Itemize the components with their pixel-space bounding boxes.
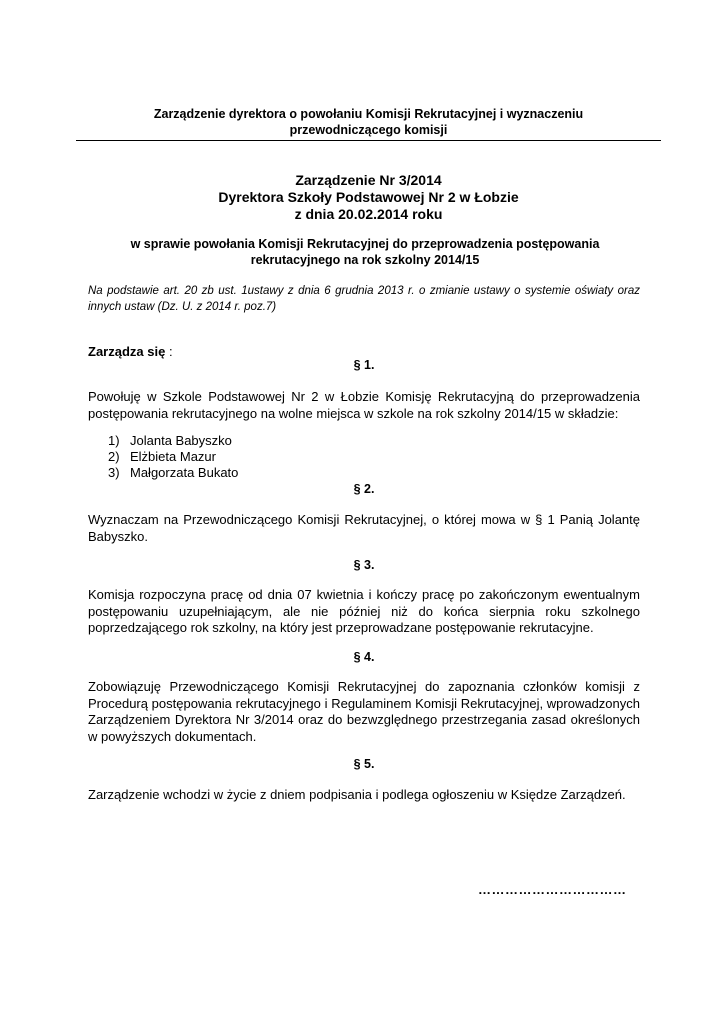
section-4-sign: § 4. — [353, 650, 375, 664]
header-line-1: Zarządzenie dyrektora o powołaniu Komisji Rekrutacyjnej i wyznaczeniu — [153, 107, 584, 121]
header-line-2: przewodniczącego komisji — [289, 122, 448, 137]
decree-suffix: : — [165, 344, 173, 359]
section-2-text: Wyznaczam na Przewodniczącego Komisji Rekrutacyjnej, o której mowa w § 1 Panią Jolantę Babyszko. — [88, 512, 640, 544]
section-3-text: Komisja rozpoczyna pracę od dnia 07 kwietnia i kończy pracę po zakończonym ewentualnym postępowaniu uzupełniającym, ale nie później niż do końca sierpnia roku szkolnego poprzedzającego rok szkolny, na który jest przeprowadzane postępowanie rekrutacyjne. — [88, 587, 640, 635]
list-item-number: 1) — [108, 433, 120, 448]
section-2-sign: § 2. — [353, 482, 375, 496]
header-divider — [76, 140, 661, 141]
section-3-sign: § 3. — [353, 558, 375, 572]
list-item — [108, 465, 238, 481]
section-5-text: Zarządzenie wchodzi w życie z dniem podpisania i podlega ogłoszeniu w Księdze Zarządzeń. — [88, 787, 626, 802]
section-4-text: Zobowiązuję Przewodniczącego Komisji Rekrutacyjnej do zapoznania członków komisji z Procedurą postępowania rekrutacyjnego i Regulaminem Komisji Rekrutacyjnej, wprowadzonych Zarządzeniem Dyrektora Nr 3/2014 oraz do bezwzględnego przestrzegania zasad określonych w powyższych dokumentach. — [88, 679, 640, 744]
subject-line-2: rekrutacyjnego na rok szkolny 2014/15 — [250, 253, 480, 267]
section-1-sign: § 1. — [353, 358, 375, 372]
section-5-sign: § 5. — [353, 757, 375, 771]
list-item — [108, 433, 238, 449]
list-item-number: 3) — [108, 465, 120, 480]
list-item-name: Jolanta Babyszko — [130, 433, 232, 448]
committee-members-list — [108, 433, 238, 481]
legal-basis: Na podstawie art. 20 zb ust. 1ustawy z dnia 6 grudnia 2013 r. o zmianie ustawy o systemie oświaty oraz innych ustaw (Dz. U. z 2014 r. poz.7) — [88, 285, 640, 313]
decree-label: Zarządza się — [88, 344, 166, 359]
list-item-name: Elżbieta Mazur — [130, 449, 216, 464]
subject-line-1: w sprawie powołania Komisji Rekrutacyjnej do przeprowadzenia postępowania — [130, 237, 600, 251]
list-item — [108, 449, 238, 465]
document-title — [76, 172, 661, 223]
section-1-text: Powołuję w Szkole Podstawowej Nr 2 w Łobzie Komisję Rekrutacyjną do przeprowadzenia postępowania rekrutacyjnego na wolne miejsca w szkole na rok szkolny 2014/15 w składzie: — [88, 389, 640, 421]
title-line-2: Dyrektora Szkoły Podstawowej Nr 2 w Łobzie — [218, 189, 519, 205]
document-header — [76, 107, 661, 138]
list-item-number: 2) — [108, 449, 120, 464]
list-item-name: Małgorzata Bukato — [130, 465, 239, 480]
title-line-1: Zarządzenie Nr 3/2014 — [295, 172, 442, 188]
signature-line: …………………………… — [478, 882, 627, 897]
document-subject — [88, 236, 642, 268]
title-line-3: z dnia 20.02.2014 roku — [294, 206, 443, 222]
